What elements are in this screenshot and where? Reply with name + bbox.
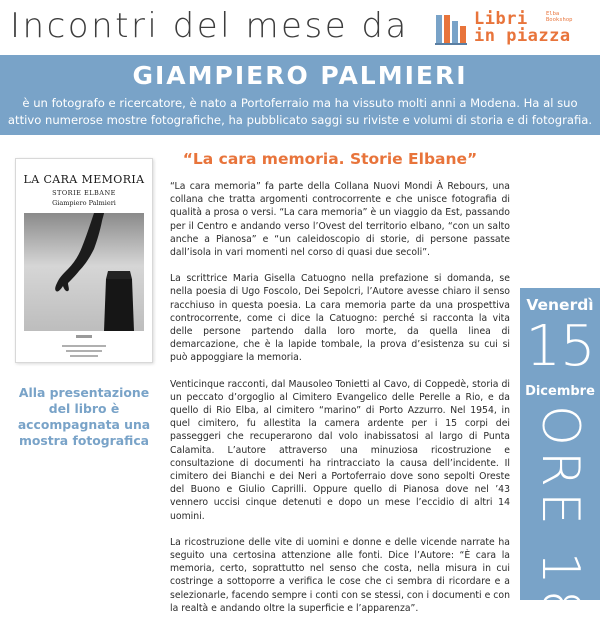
event-date-panel [520,288,600,628]
event-time: ORE 18 [530,405,590,628]
author-name: GIAMPIERO PALMIERI [132,61,468,90]
author-banner [0,55,600,135]
logo-small-text: Elba Bookshop [546,11,573,23]
book-cover-photo [24,213,144,331]
book-cover [15,158,153,363]
logo-text-line1: Libri [474,9,528,29]
bookshop-logo-icon [434,12,468,46]
event-month: Dicembre [525,384,595,399]
header [0,0,600,55]
logo-text-line2: in piazza [474,26,571,46]
event-weekday: Venerdì [526,296,594,314]
article-title: “La cara memoria. Storie Elbane” [182,150,478,168]
article-paragraph: “La cara memoria” fa parte della Collana Nuovi Mondi À Rebours, una collana che tratta argomenti controcorrente e che unisce fotografia di qualità a prosa o versi. “La cara memoria” è un viaggio da Est, passando per il Centro e andando verso l’Ovest del territorio elbano, “con un salto anche a Pianosa” e “un caleidoscopio di storie, di persone passate dall’isola in vari momenti nel corso di quasi due secoli”. [170,181,510,259]
exhibition-caption: Alla presentazione del libro è accompagnata una mostra fotografica [17,385,151,448]
publisher-mark-icon [56,335,112,359]
book-subtitle: STORIE ELBANE [52,189,116,197]
book-title: LA CARA MEMORIA [23,173,145,186]
article-paragraph: La ricostruzione delle vite di uomini e donne e delle vicende narrate ha seguito una certosina attenzione alle fonti. Dice l’Autore: “È cara la memoria, certo, soprattutto nel senso che costa, nella misura in cui costringe a sottoporre a verifica le cose che ci sembra di ricordare e a selezionarle, facendo sempre i conti con se stessi, con i documenti e con la realtà e andando oltre la superficie e l’apparenza”. [170,536,510,614]
author-bio: è un fotografo e ricercatore, è nato a Portoferraio ma ha vissuto molti anni a Modena. Ha al suo attivo numerose mostre fotografiche, ha pubblicato saggi su riviste e volumi di storia e di fotografia. [7,96,593,127]
bookshop-logo[interactable] [434,8,594,48]
article-paragraph: La scrittrice Maria Gisella Catuogno nella prefazione si domanda, se nella poesia di Ugo Foscolo, Dei Sepolcri, l’Autore avesse chiaro il senso racchiuso in questa poesia. La cara memoria parte da una prospettiva controcorrente, come ci dice la Catuogno: perché si racconta la vita delle persone partendo dalla loro morte, da quella linea di demarcazione, che è la lapide tombale, la prova d’esistenza su cui si può appoggiare la memoria. [170,273,510,364]
article-paragraph: Venticinque racconti, dal Mausoleo Tonietti al Cavo, di Coppedè, storia di un peccato d’orgoglio al Cimitero Evangelico delle Perelle a Rio, e da quello di Rio Elba, al cimitero “marino” di Porto Azzurro. Nel 1954, in quel cimitero, fu allestita la camera ardente per i 15 corpi dei passeggeri che recuperarono dal volo inabissatosi al largo di Punta Calamita. L’autore attraverso una minuziosa ricostruzione e consultazione di documenti ha rintracciato la causa dell’incidente. Il cimitero dei Bianchi e dei Neri a Portoferraio dove sono sepolti Oreste del Buono e Giulio Caprilli. Oppure quello di Pianosa dove nel ’43 vennero uccisi cinque detenuti e dopo un mese l’eccidio di altri 14 uomini. [170,378,510,522]
header-title: Incontri del mese da [10,6,409,46]
article-body [170,180,510,628]
book-author: Giampiero Palmieri [52,199,116,207]
event-day: 15 [525,314,595,379]
